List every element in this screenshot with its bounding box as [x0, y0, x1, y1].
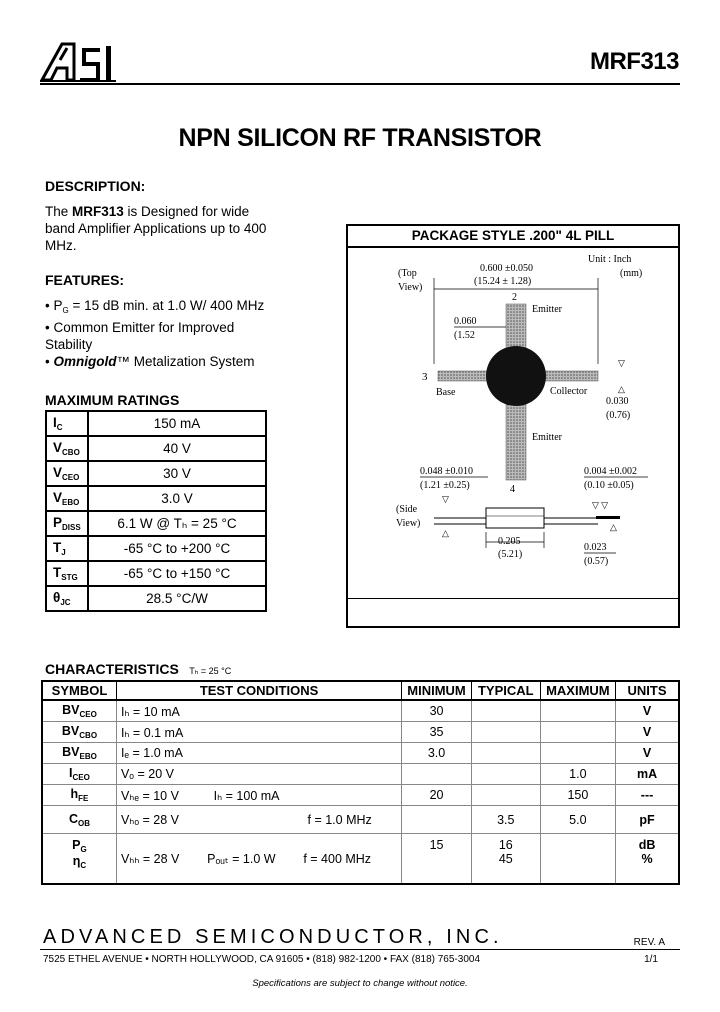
max-rating-value: 40 V	[88, 436, 266, 461]
condition-cell: Iₑ = 1.0 mA	[116, 743, 401, 764]
label-emitter-top: Emitter	[532, 304, 562, 315]
page-title: NPN SILICON RF TRANSISTOR	[178, 124, 542, 152]
condition-cell: Vₕₑ = 10 V Iₕ = 100 mA	[116, 785, 401, 806]
dim-x: 0.023	[584, 542, 607, 553]
max-rating-symbol: $I_C$	[46, 411, 88, 436]
condition-cell: Iₕ = 10 mA	[116, 700, 401, 722]
max-rating-symbol: $T_{STG}$	[46, 561, 88, 586]
footer-rule	[40, 949, 680, 950]
feature-item: • $P_G = 15$ dB min. at 1.0 W/ 400 MHz	[45, 298, 265, 315]
dim-h-mm: (1.21 ±0.25)	[420, 480, 470, 491]
symbol-cell: $P_G$ $\eta_C$	[42, 834, 116, 884]
max-rating-value: 30 V	[88, 461, 266, 486]
column-header: TYPICAL	[471, 681, 540, 700]
typ-cell: 3.5	[471, 806, 540, 834]
top-view-label: (Top	[398, 268, 417, 279]
dim-lead-t: 0.030	[606, 396, 629, 407]
dim-body: 0.205	[498, 536, 521, 547]
description-heading: DESCRIPTION:	[45, 178, 146, 194]
pin-4: 4	[510, 484, 515, 495]
typ-cell	[471, 764, 540, 785]
footer-rev: REV. A	[633, 937, 665, 948]
max-rating-row	[46, 511, 266, 536]
unit-cell: dB %	[616, 834, 679, 884]
pin-3: 3	[422, 371, 428, 383]
svg-text:△: △	[618, 384, 625, 394]
table-row	[42, 764, 679, 785]
max-rating-symbol: $T_J$	[46, 536, 88, 561]
dim-width: 0.600 ±0.050	[480, 263, 533, 274]
characteristics-table	[41, 680, 680, 885]
max-cell	[540, 722, 615, 743]
part-number: MRF313	[589, 48, 679, 75]
max-ratings-table	[45, 410, 267, 612]
max-rating-value: 3.0 V	[88, 486, 266, 511]
table-row	[42, 700, 679, 722]
column-header: TEST CONDITIONS	[116, 681, 401, 700]
characteristics-heading: CHARACTERISTICS Tₕ = 25 °C	[45, 661, 232, 677]
table-row	[42, 785, 679, 806]
dim-t: 0.004 ±0.002	[584, 466, 637, 477]
package-drawing	[348, 248, 678, 596]
svg-text:▽: ▽	[618, 358, 625, 368]
max-rating-row	[46, 536, 266, 561]
svg-text:△: △	[442, 528, 449, 538]
symbol-cell: $BV_{CEO}$	[42, 700, 116, 722]
table-row	[42, 743, 679, 764]
max-cell: 150	[540, 785, 615, 806]
unit-label: Unit : Inch	[588, 254, 632, 265]
max-rating-value: 6.1 W @ Tₕ = 25 °C	[88, 511, 266, 536]
typ-cell	[471, 785, 540, 806]
label-emitter-bot: Emitter	[532, 432, 562, 443]
label-base: Base	[436, 387, 456, 398]
header-rule	[40, 83, 680, 85]
table-row	[42, 834, 679, 884]
package-title: PACKAGE STYLE .200" 4L PILL	[348, 226, 678, 248]
typ-cell: 16 45	[471, 834, 540, 884]
footer-notice: Specifications are subject to change without notice.	[252, 978, 468, 989]
unit-mm-label: (mm)	[620, 268, 643, 279]
condition-cell: Vₒ = 20 V	[116, 764, 401, 785]
features-heading: FEATURES:	[45, 272, 125, 288]
max-rating-value: 28.5 °C/W	[88, 586, 266, 611]
typ-cell	[471, 743, 540, 764]
max-rating-value: -65 °C to +150 °C	[88, 561, 266, 586]
svg-text:▽ ▽: ▽ ▽	[592, 500, 609, 510]
min-cell: 15	[402, 834, 472, 884]
unit-cell: pF	[616, 806, 679, 834]
unit-cell: V	[616, 743, 679, 764]
label-collector: Collector	[550, 386, 588, 397]
min-cell	[402, 806, 472, 834]
max-rating-row	[46, 561, 266, 586]
min-cell: 35	[402, 722, 472, 743]
svg-text:△: △	[610, 522, 617, 532]
max-cell: 5.0	[540, 806, 615, 834]
column-header: UNITS	[616, 681, 679, 700]
footer-company: ADVANCED SEMICONDUCTOR, INC.	[43, 926, 503, 948]
max-cell	[540, 743, 615, 764]
max-rating-row	[46, 461, 266, 486]
dim-body-mm: (5.21)	[498, 549, 523, 560]
column-header: SYMBOL	[42, 681, 116, 700]
max-cell: 1.0	[540, 764, 615, 785]
logo	[40, 40, 120, 82]
features-list	[45, 297, 285, 370]
max-rating-row	[46, 436, 266, 461]
table-row	[42, 722, 679, 743]
max-rating-value: 150 mA	[88, 411, 266, 436]
dim-x-mm: (0.57)	[584, 556, 609, 567]
max-cell	[540, 834, 615, 884]
table-row	[42, 806, 679, 834]
package-box	[346, 224, 680, 628]
max-ratings-heading: MAXIMUM RATINGS	[45, 392, 180, 408]
dim-t-mm: (0.10 ±0.05)	[584, 480, 634, 491]
unit-cell: V	[616, 700, 679, 722]
max-cell	[540, 700, 615, 722]
max-rating-row	[46, 586, 266, 611]
typ-cell	[471, 722, 540, 743]
symbol-cell: $I_{CEO}$	[42, 764, 116, 785]
feature-item: • Omnigold™ Metalization System	[45, 354, 255, 369]
package-box-divider	[348, 598, 678, 599]
condition-cell: Vₕₒ = 28 V f = 1.0 MHz	[116, 806, 401, 834]
feature-item: • Common Emitter for Improved Stability	[45, 320, 235, 352]
dim-lead-mm: (1.52	[454, 330, 475, 341]
max-rating-symbol: $V_{CEO}$	[46, 461, 88, 486]
min-cell: 30	[402, 700, 472, 722]
max-rating-symbol: $P_{DISS}$	[46, 511, 88, 536]
unit-cell: ---	[616, 785, 679, 806]
min-cell: 20	[402, 785, 472, 806]
svg-text:▽: ▽	[442, 494, 449, 504]
max-rating-symbol: $V_{CBO}$	[46, 436, 88, 461]
max-rating-row	[46, 411, 266, 436]
typ-cell	[471, 700, 540, 722]
symbol-cell: $BV_{EBO}$	[42, 743, 116, 764]
condition-cell: Vₕₕ = 28 V Pₒᵤₜ = 1.0 W f = 400 MHz	[116, 834, 401, 884]
top-view-label2: View)	[398, 282, 423, 293]
symbol-cell: $C_{OB}$	[42, 806, 116, 834]
max-rating-symbol: $\theta_{JC}$	[46, 586, 88, 611]
footer-page: 1/1	[644, 954, 658, 965]
symbol-cell: $BV_{CBO}$	[42, 722, 116, 743]
dim-lead-t-mm: (0.76)	[606, 410, 631, 421]
min-cell	[402, 764, 472, 785]
dim-h: 0.048 ±0.010	[420, 466, 473, 477]
max-rating-value: -65 °C to +200 °C	[88, 536, 266, 561]
max-rating-symbol: $V_{EBO}$	[46, 486, 88, 511]
unit-cell: mA	[616, 764, 679, 785]
pin-2: 2	[512, 292, 517, 303]
side-view-label: (Side	[396, 504, 418, 515]
symbol-cell: $h_{FE}$	[42, 785, 116, 806]
footer-address: 7525 ETHEL AVENUE • NORTH HOLLYWOOD, CA 91605 • (818) 982-1200 • FAX (818) 765-3004	[43, 954, 481, 965]
dim-width-mm: (15.24 ± 1.28)	[474, 276, 532, 287]
min-cell: 3.0	[402, 743, 472, 764]
side-view-label2: View)	[396, 518, 421, 529]
unit-cell: V	[616, 722, 679, 743]
dim-lead: 0.060	[454, 316, 477, 327]
column-header: MAXIMUM	[540, 681, 615, 700]
max-rating-row	[46, 486, 266, 511]
condition-cell: Iₕ = 0.1 mA	[116, 722, 401, 743]
column-header: MINIMUM	[402, 681, 472, 700]
characteristics-condition: Tₕ = 25 °C	[189, 666, 232, 676]
description-text: The MRF313 is Designed for wide band Amplifier Applications up to 400 MHz.	[45, 204, 267, 253]
